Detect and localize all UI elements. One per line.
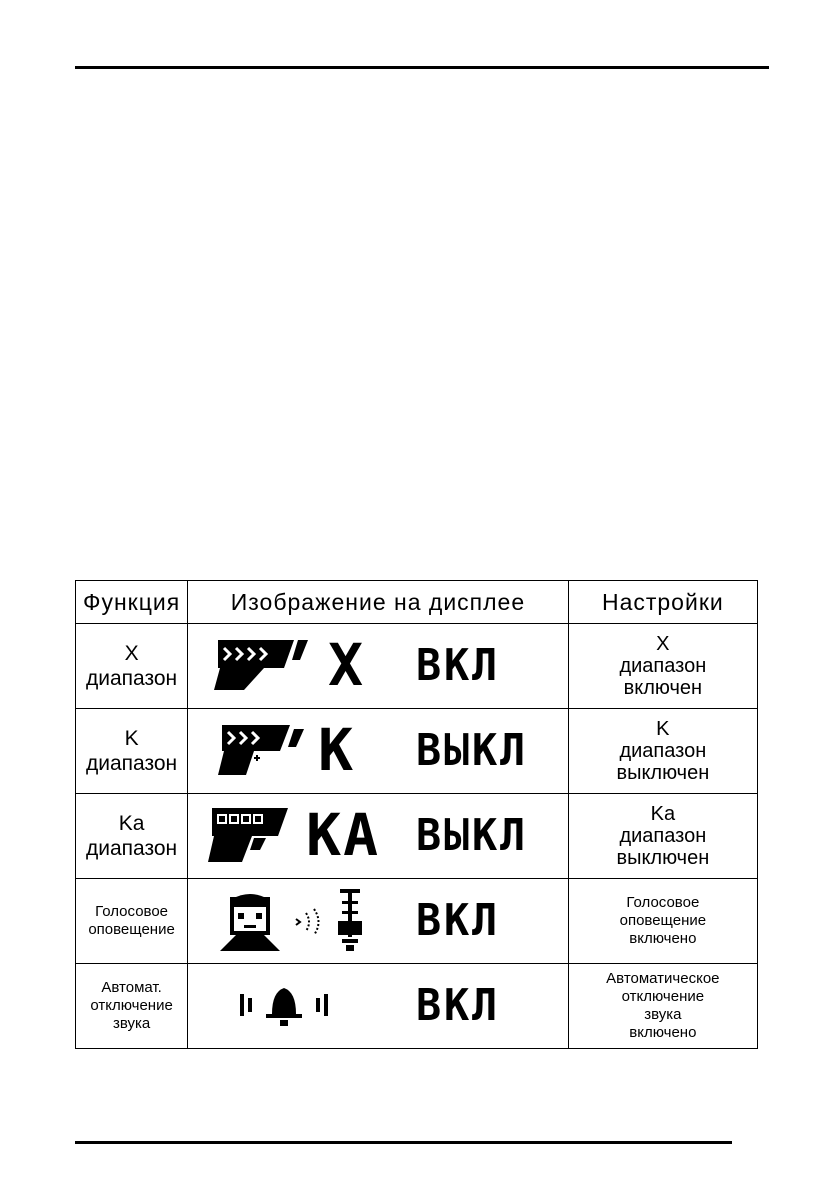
display-cell — [188, 794, 569, 879]
speaking-person-icon — [218, 891, 288, 951]
bottom-rule — [75, 1141, 732, 1144]
setting-line: звука — [644, 1006, 682, 1023]
display-cell — [188, 709, 569, 794]
setting-line: K — [656, 718, 670, 740]
function-cell — [76, 879, 188, 964]
setting-line: Автоматическое — [606, 970, 720, 987]
function-cell — [76, 709, 188, 794]
function-line: звука — [112, 1015, 151, 1032]
display-state: ВКЛ — [416, 640, 501, 691]
table-row — [76, 624, 758, 709]
function-cell — [76, 964, 188, 1049]
function-line: Ka — [118, 812, 145, 835]
setting-line: Ka — [650, 803, 676, 825]
microphone-icon — [334, 887, 368, 955]
display-state: ВКЛ — [416, 895, 501, 946]
function-line: отключение — [90, 997, 173, 1014]
band-letter: KA — [306, 801, 380, 869]
function-line: K — [124, 727, 139, 750]
setting-line: отключение — [621, 988, 705, 1005]
function-line: диапазон — [86, 837, 178, 860]
display-cell — [188, 624, 569, 709]
header-settings: Настройки — [568, 581, 757, 624]
radar-band-icon — [218, 723, 318, 779]
display-cell — [188, 879, 569, 964]
settings-table — [75, 580, 758, 1049]
setting-line: выключен — [616, 762, 710, 784]
settings-cell — [568, 709, 757, 794]
table-row — [76, 794, 758, 879]
settings-cell — [568, 794, 757, 879]
setting-line: Голосовое — [626, 894, 700, 911]
function-line: оповещение — [88, 921, 175, 938]
function-line: X — [124, 642, 139, 665]
setting-line: включено — [629, 1024, 697, 1041]
display-state: ВЫКЛ — [416, 725, 529, 776]
setting-line: диапазон — [619, 825, 707, 847]
function-line: диапазон — [86, 752, 178, 775]
header-function: Функция — [76, 581, 188, 624]
band-letter: X — [328, 631, 364, 699]
function-cell — [76, 794, 188, 879]
top-rule — [75, 66, 769, 69]
table-header-row — [76, 581, 758, 624]
function-cell — [76, 624, 188, 709]
radar-band-icon — [208, 806, 308, 864]
settings-cell — [568, 964, 757, 1049]
settings-cell — [568, 624, 757, 709]
function-line: диапазон — [86, 667, 178, 690]
display-state: ВЫКЛ — [416, 810, 529, 861]
setting-line: выключен — [616, 847, 710, 869]
settings-cell — [568, 879, 757, 964]
function-line: Автомат. — [101, 979, 162, 996]
sound-waves-icon — [292, 907, 326, 937]
band-letter: K — [318, 716, 354, 784]
setting-line: диапазон — [619, 655, 707, 677]
table-row — [76, 709, 758, 794]
radar-band-icon — [214, 638, 314, 692]
setting-line: включен — [623, 677, 703, 699]
table-row — [76, 964, 758, 1049]
display-state: ВКЛ — [416, 980, 501, 1031]
setting-line: оповещение — [619, 912, 707, 929]
header-display: Изображение на дисплее — [188, 581, 569, 624]
display-cell — [188, 964, 569, 1049]
setting-line: диапазон — [619, 740, 707, 762]
setting-line: X — [656, 633, 670, 655]
function-line: Голосовое — [95, 903, 169, 920]
bell-auto-mute-icon — [238, 984, 330, 1028]
setting-line: включено — [629, 930, 697, 947]
table-row — [76, 879, 758, 964]
